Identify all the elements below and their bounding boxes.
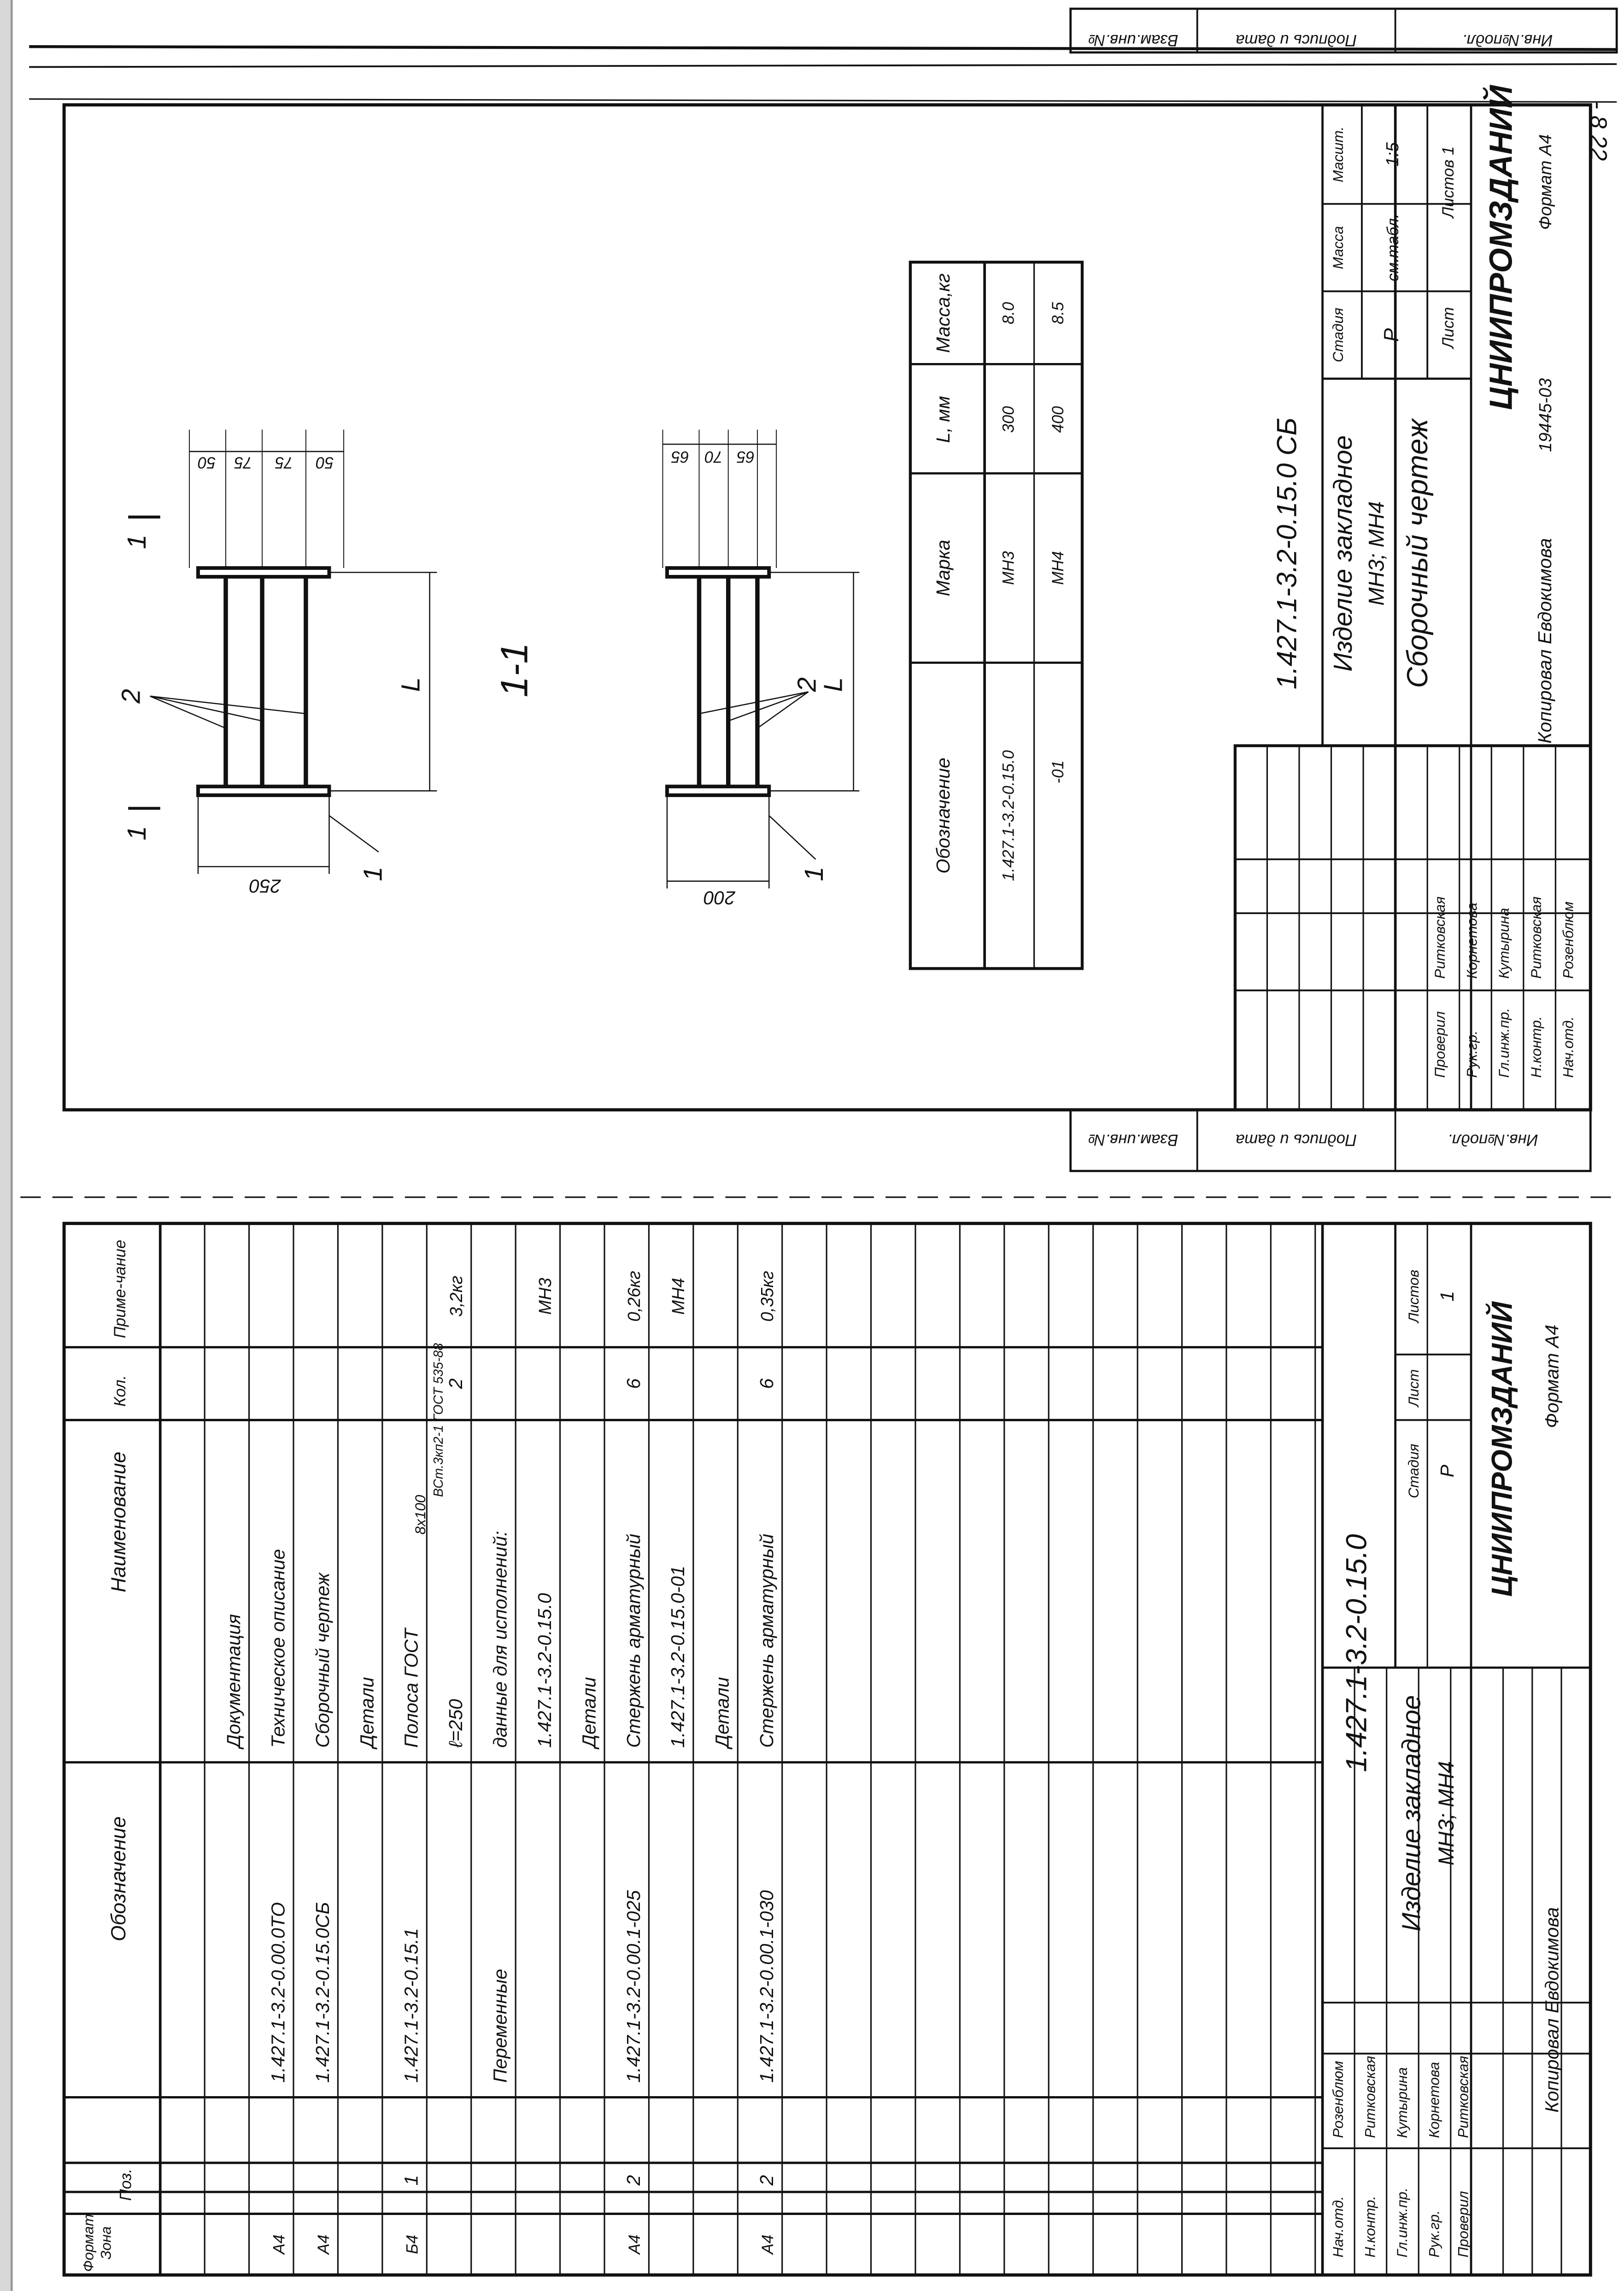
spec-name-2: Ритковская (1361, 2056, 1378, 2139)
name-1: Розенблюм (1560, 901, 1577, 979)
spec-h-fmt: Формат (80, 2214, 97, 2272)
spec-cell-format: А4 (270, 2234, 288, 2255)
dim-top-height: 250 (249, 875, 281, 897)
spec-role-2: Н.контр. (1361, 2196, 1378, 2258)
stamp-v-scale: 1:5 (1383, 142, 1402, 167)
dim-top-s2: 75 (234, 453, 252, 471)
spec-cell-note: 3,2кг (447, 1276, 467, 1317)
dim-sec-height: 200 (704, 887, 736, 908)
stamp-v-stage: Р (1380, 328, 1403, 342)
dim-sec-s1: 65 (671, 448, 689, 466)
spec-stamp-h-sheet: Лист (1405, 1369, 1422, 1407)
gost-fraction-top: 8x100 (412, 1494, 429, 1535)
spec-cell-designation: 1.427.1-3.2-0.15.1 (400, 1928, 422, 2083)
stamp-sheets: Листов 1 (1440, 146, 1458, 218)
spec-cell-name: данные для исполнений: (489, 1531, 511, 1748)
spec-role-1: Нач.отд. (1329, 2196, 1346, 2258)
name-4: Корнетова (1463, 902, 1480, 979)
mt-r1-oboz: 1.427.1-3.2-0.15.0 (1000, 750, 1018, 881)
name-2: Ритковская (1527, 896, 1544, 979)
spec-name-4: Корнетова (1425, 2062, 1442, 2139)
gost-fraction-bottom: ВСт.3кп2-1 ГОСТ 535-88 (431, 1343, 446, 1497)
drawing-doc-code: 1.427.1-3.2-0.15.0 СБ (1271, 417, 1302, 690)
name-3: Кутырина (1495, 908, 1513, 979)
spec-cell-name: Документация (223, 1614, 245, 1748)
spec-role-4: Рук.гр. (1425, 2210, 1442, 2258)
spec-cell-pos: 1 (400, 2175, 422, 2186)
spec-cell-name: Детали (356, 1677, 378, 1748)
spec-cell-note: 0,35кг (758, 1271, 778, 1322)
mt-h-oboz: Обозначение (932, 757, 954, 874)
dim-top-s4: 50 (316, 453, 334, 471)
mt-h-mass: Масса,кг (932, 273, 954, 353)
drawing-title-2: МН3; МН4 (1364, 501, 1389, 606)
dim-sec-length: L (818, 677, 848, 692)
dim-top-length: L (396, 677, 426, 692)
cut-mark-top: 1 (122, 534, 152, 549)
section-label: 1-1 (493, 642, 536, 697)
spec-cell-name: Стержень арматурный (622, 1534, 644, 1748)
dim-sec-s3: 65 (737, 448, 755, 466)
spec-name-3: Кутырина (1393, 2067, 1410, 2139)
dim-sec-s2: 70 (704, 448, 723, 466)
spec-org: ЦНИИПРОМЗДАНИЙ (1486, 1301, 1518, 1597)
spec-cell-format: А4 (759, 2234, 777, 2255)
side-label-sign: Подпись и дата (1236, 1131, 1357, 1148)
side-label-vzam: Взам.инв.№ (1088, 1131, 1178, 1148)
role-1: Нач.отд. (1560, 1016, 1577, 1078)
spec-cell-format: А4 (626, 2234, 644, 2255)
spec-title-1: Изделие закладное (1396, 1695, 1426, 1932)
spec-h-qty: Кол. (111, 1375, 129, 1407)
dim-top-s1: 50 (198, 453, 216, 471)
drawing-title-3: Сборочный чертеж (1401, 419, 1434, 688)
spec-doc-code: 1.427.1-3.2-0.15.0 (1340, 1534, 1373, 1772)
spec-role-3: Гл.инж.пр. (1393, 2187, 1410, 2258)
role-5: Проверил (1431, 1011, 1448, 1078)
stamp-h-scale: Масшт. (1329, 126, 1346, 182)
mt-r1-mark: МН3 (1000, 551, 1018, 585)
spec-h-pos: Поз. (117, 2168, 135, 2201)
spec-cell-name: 1.427.1-3.2-0.15.0 (534, 1593, 555, 1748)
cut-mark-bottom: 1 (122, 826, 152, 841)
role-2: Н.контр. (1527, 1016, 1544, 1078)
strip-label-sign: Подпись и дата (1236, 31, 1357, 49)
drawing-format: Формат А4 (1536, 134, 1555, 230)
mt-r2-len: 400 (1049, 406, 1067, 433)
spec-cell-name: Детали (711, 1677, 733, 1748)
strip-label-inv: Инв.№подл. (1462, 31, 1553, 49)
corner-mark: - 8 22 (1585, 101, 1612, 161)
dim-top-s3: 75 (275, 453, 293, 471)
spec-cell-note: 0,26кг (624, 1271, 644, 1322)
spec-cell-format: А4 (315, 2234, 333, 2255)
spec-copied: Копировал Евдокимова (1541, 1907, 1563, 2113)
spec-cell-name: 1.427.1-3.2-0.15.0-01 (667, 1565, 689, 1748)
spec-cell-name: Детали (578, 1677, 600, 1748)
spec-h-oboz: Обозначение (107, 1816, 130, 1941)
stamp-h-stage: Стадия (1329, 307, 1346, 363)
spec-cell-qty: 6 (622, 1378, 644, 1389)
callout-top-1: 1 (358, 867, 388, 881)
side-label-inv: Инв.№подл. (1448, 1131, 1538, 1148)
spec-stamp-h-stage: Стадия (1405, 1443, 1422, 1499)
mt-h-mark: Марка (932, 539, 954, 597)
callout-sec-1: 1 (799, 867, 829, 881)
callout-sec-2: 2 (792, 677, 822, 692)
drawing-copied: Копировал Евдокимова (1534, 538, 1555, 744)
callout-top-2: 2 (116, 689, 146, 704)
drawing-order: 19445-03 (1536, 378, 1555, 452)
spec-cell-designation: Переменные (489, 1969, 511, 2083)
spec-cell-designation: 1.427.1-3.2-0.00.1-030 (756, 1890, 778, 2083)
strip-label-vzam: Взам.инв.№ (1088, 31, 1178, 49)
role-4: Рук.гр. (1463, 1030, 1480, 1078)
stamp-sheet: Лист (1440, 307, 1458, 349)
spec-cell-qty: 2 (445, 1378, 467, 1389)
name-5: Ритковская (1431, 896, 1448, 979)
spec-cell-designation: 1.427.1-3.2-0.00.0ТО (267, 1902, 289, 2083)
spec-stamp-v-stage: Р (1436, 1465, 1458, 1477)
spec-name-5: Ритковская (1454, 2056, 1472, 2139)
spec-cell-name: Сборочный чертеж (311, 1573, 333, 1748)
mt-r1-mass: 8.0 (1000, 302, 1018, 324)
drawing-title-1: Изделие закладное (1328, 435, 1358, 672)
spec-cell-format: Б4 (404, 2234, 422, 2254)
spec-cell-pos: 2 (756, 2175, 778, 2186)
spec-h-note: Приме-чание (111, 1240, 129, 1338)
spec-role-5: Проверил (1454, 2191, 1472, 2258)
mt-r2-mass: 8.5 (1049, 302, 1067, 324)
spec-format: Формат А4 (1541, 1324, 1563, 1428)
mt-r2-mark: МН4 (1049, 551, 1067, 585)
spec-cell-name: Стержень арматурный (756, 1534, 778, 1748)
spec-h-zone: Зона (97, 2226, 114, 2260)
mt-r2-oboz: -01 (1049, 760, 1067, 784)
spec-cell-qty: 6 (756, 1378, 778, 1389)
role-3: Гл.инж.пр. (1495, 1008, 1513, 1078)
spec-h-name: Наименование (107, 1452, 130, 1593)
spec-cell-pos: 2 (622, 2175, 644, 2186)
stamp-v-mass: см.табл. (1384, 214, 1402, 281)
mt-r1-len: 300 (1000, 406, 1018, 433)
spec-cell-designation: 1.427.1-3.2-0.00.1-025 (622, 1890, 644, 2083)
stamp-h-mass: Масса (1329, 226, 1346, 270)
spec-title-2: МН3; МН4 (1434, 1761, 1459, 1866)
spec-stamp-h-sheets: Листов (1405, 1270, 1422, 1323)
spec-cell-name: ℓ=250 (445, 1699, 467, 1748)
spec-cell-note: МН4 (669, 1277, 689, 1315)
spec-stamp-v-sheets: 1 (1436, 1291, 1458, 1302)
spec-name-1: Розенблюм (1329, 2061, 1346, 2139)
mt-h-len: L, мм (932, 396, 954, 443)
spec-cell-note: МН3 (535, 1277, 555, 1315)
drawing-org: ЦНИИПРОМЗДАНИЙ (1483, 85, 1519, 410)
spec-cell-designation: 1.427.1-3.2-0.15.0СБ (311, 1902, 333, 2083)
spec-cell-name: Полоса ГОСТ (400, 1628, 422, 1748)
spec-cell-name: Техническое описание (267, 1549, 289, 1748)
